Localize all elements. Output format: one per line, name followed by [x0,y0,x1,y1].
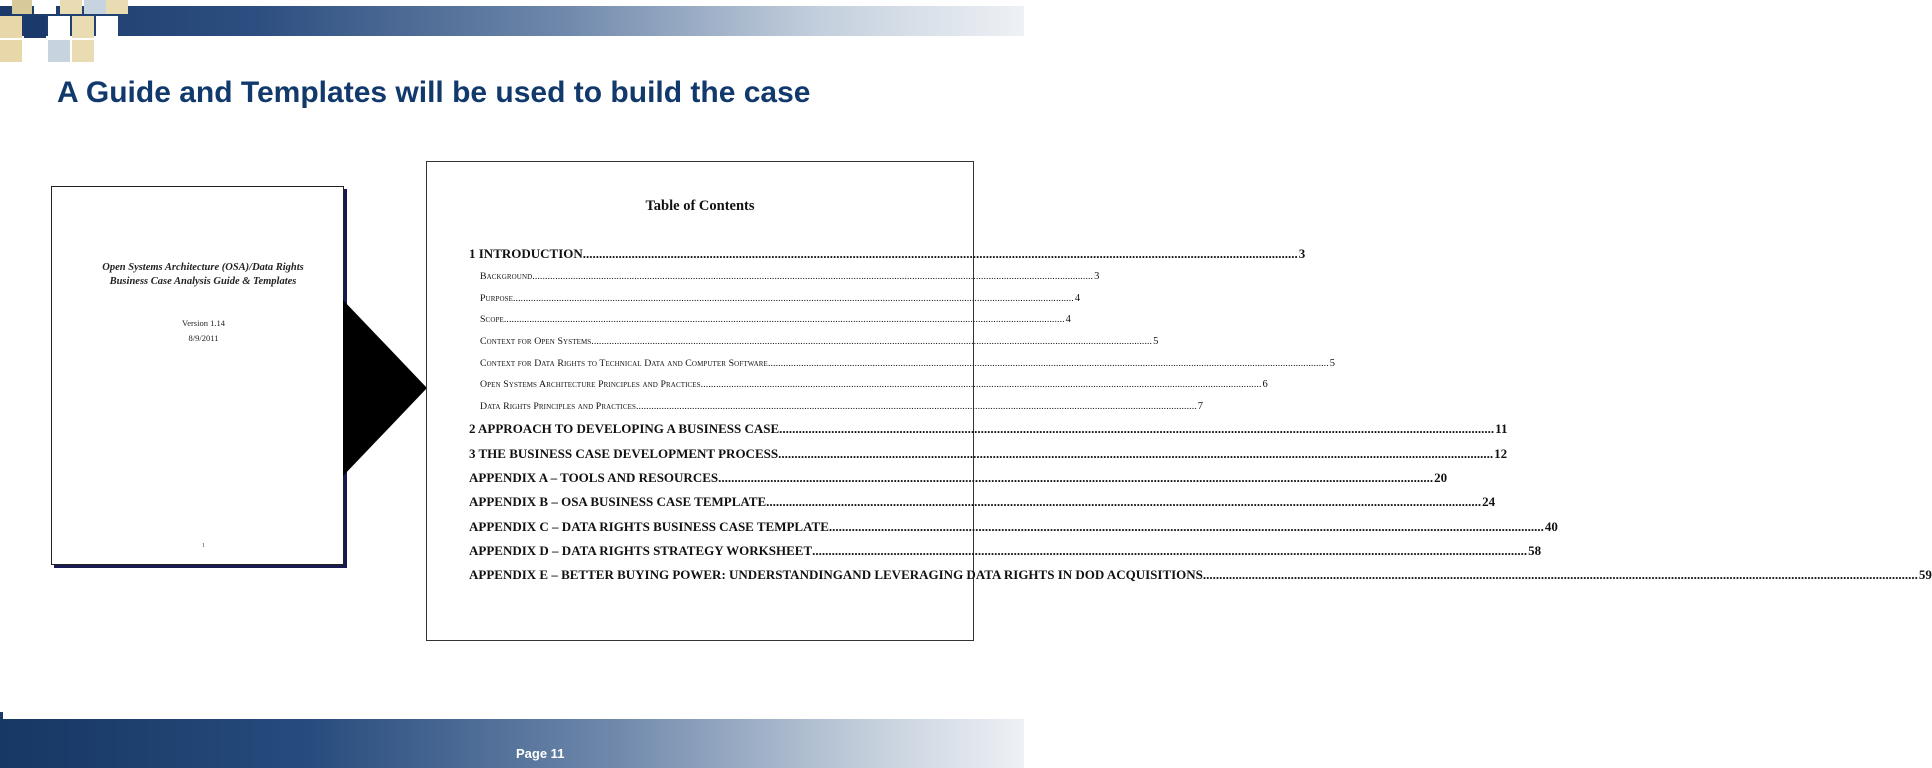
toc-leader-dots [812,539,1527,563]
toc-entry-label: Purpose [480,292,513,304]
toc-leader-dots [532,266,1093,288]
toc-entry-line1: APPENDIX E – BETTER BUYING POWER: UNDERSTANDING [469,567,843,583]
toc-entry [469,396,1204,418]
toc-entry-page: 4 [1065,314,1072,326]
toc-entry-page: 11 [1495,421,1508,437]
toc-entry-label: APPENDIX C – DATA RIGHTS BUSINESS CASE TEMPLATE [469,518,829,534]
toc-entry [469,309,1072,331]
toc-entries [469,242,1932,583]
toc-leader-dots [504,309,1065,331]
toc-entry [469,374,1268,396]
toc-entry-appendix-e [469,567,1932,583]
toc-entry-label: APPENDIX D – DATA RIGHTS STRATEGY WORKSHEET [469,542,813,558]
checkered-logo [0,0,128,66]
toc-entry-page: 20 [1434,470,1448,486]
toc-entry [469,266,1100,288]
toc-entry [469,539,1542,563]
toc-entry-page: 3 [1094,271,1100,283]
toc-entry-page: 40 [1544,518,1558,534]
toc-entry [469,417,1508,441]
toc-entry [469,353,1336,375]
toc-entry-page: 59 [1918,567,1932,583]
toc-entry-page: 7 [1197,400,1204,412]
header-banner [0,6,1024,36]
toc-entry-label: Open Systems Architecture Principles and Practices [480,379,701,391]
toc-entry [469,466,1448,490]
toc-entry-label: 3 THE BUSINESS CASE DEVELOPMENT PROCESS [469,445,779,461]
toc-entry-page: 3 [1298,246,1306,261]
toc-entry-page: 24 [1482,494,1496,510]
toc-entry-label: Background [480,271,533,283]
toc-leader-dots [701,374,1262,396]
page-number-label: Page 11 [516,746,565,761]
cover-date: 8/9/2011 [188,333,219,343]
cover-page-number: 1 [202,543,205,549]
toc-heading: Table of Contents [645,198,755,214]
toc-leader-dots [591,331,1152,353]
toc-leader-dots [779,417,1494,441]
toc-leader-dots [513,288,1074,310]
toc-entry-line2: AND LEVERAGING DATA RIGHTS IN DOD ACQUISITIONS [842,567,1203,583]
toc-leader-dots [829,515,1544,539]
toc-entry-label: APPENDIX A – TOOLS AND RESOURCES [469,470,719,486]
toc-entry [469,490,1496,514]
toc-leader-dots [636,396,1197,418]
toc-entry-label: Context for Open Systems [480,336,592,348]
toc-entry-label: Data Rights Principles and Practices [480,400,636,412]
toc-leader-dots [718,466,1433,490]
toc-entry-label: APPENDIX B – OSA BUSINESS CASE TEMPLATE [469,494,767,510]
toc-entry-page: 6 [1262,379,1268,391]
toc-leader-dots [583,242,1298,266]
cover-title: Open Systems Architecture (OSA)/Data Rights Business Case Analysis Guide & Templates [102,262,304,287]
footer-banner [0,719,1024,768]
toc-entry [469,442,1508,466]
toc-leader-dots [778,442,1493,466]
toc-entry-page: 5 [1153,336,1159,348]
toc-entry-page: 12 [1494,445,1508,461]
toc-entry-label: Scope [480,314,504,326]
toc-entry [469,515,1558,539]
toc-page [426,161,1932,641]
toc-entry-label: Context for Data Rights to Technical Data and Computer Software [480,357,768,369]
slide-title: A Guide and Templates will be used to build the case [57,76,811,109]
toc-entry-page: 4 [1074,292,1081,304]
toc-leader-dots [768,353,1329,375]
toc-entry-page: 5 [1329,357,1336,369]
toc-leader-dots [1203,567,1918,583]
cover-version: Version 1.14 [182,318,225,328]
toc-entry [469,288,1081,310]
toc-entry-label: 2 APPROACH TO DEVELOPING A BUSINESS CASE [469,421,780,437]
right-arrow-icon [343,300,427,476]
toc-entry-label: 1 INTRODUCTION [469,246,583,261]
cover-page [51,186,344,565]
toc-entry-page: 58 [1528,542,1542,558]
toc-leader-dots [766,490,1481,514]
toc-entry [469,331,1159,353]
toc-entry [469,242,1306,266]
